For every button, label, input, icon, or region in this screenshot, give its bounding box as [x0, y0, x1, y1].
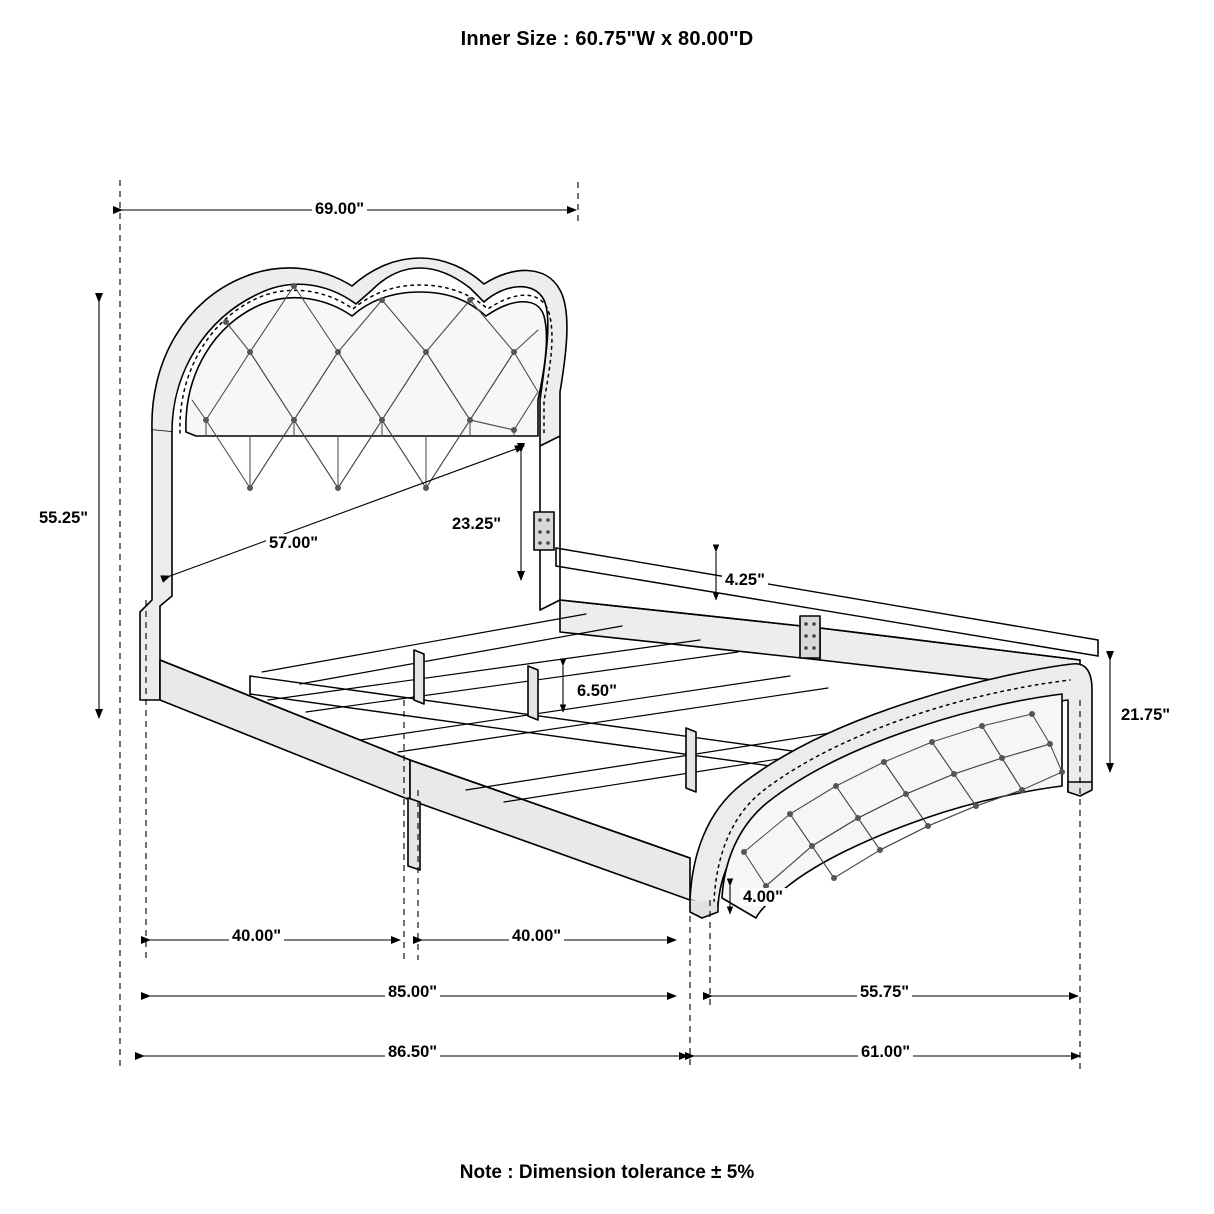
dim-length-86-5: 86.50" [385, 1043, 440, 1061]
dim-depth-55-75: 55.75" [857, 983, 912, 1001]
dim-headboard-to-rail: 23.25" [449, 515, 504, 533]
dim-headboard-inner-width: 57.00" [266, 534, 321, 552]
dim-rail-top-offset: 4.25" [722, 571, 768, 589]
dim-depth-61: 61.00" [858, 1043, 913, 1061]
dim-overall-height: 55.25" [36, 509, 91, 527]
tolerance-note: Note : Dimension tolerance ± 5% [459, 1162, 755, 1183]
dim-headboard-width: 69.00" [312, 200, 367, 218]
dim-length-85: 85.00" [385, 983, 440, 1001]
dim-footboard-clearance: 4.00" [740, 888, 786, 906]
page-title: Inner Size : 60.75"W x 80.00"D [460, 28, 754, 50]
dim-leg-span-right: 40.00" [509, 927, 564, 945]
dim-slat-clearance: 6.50" [574, 682, 620, 700]
dim-footboard-height: 21.75" [1118, 706, 1173, 724]
dim-leg-span-left: 40.00" [229, 927, 284, 945]
